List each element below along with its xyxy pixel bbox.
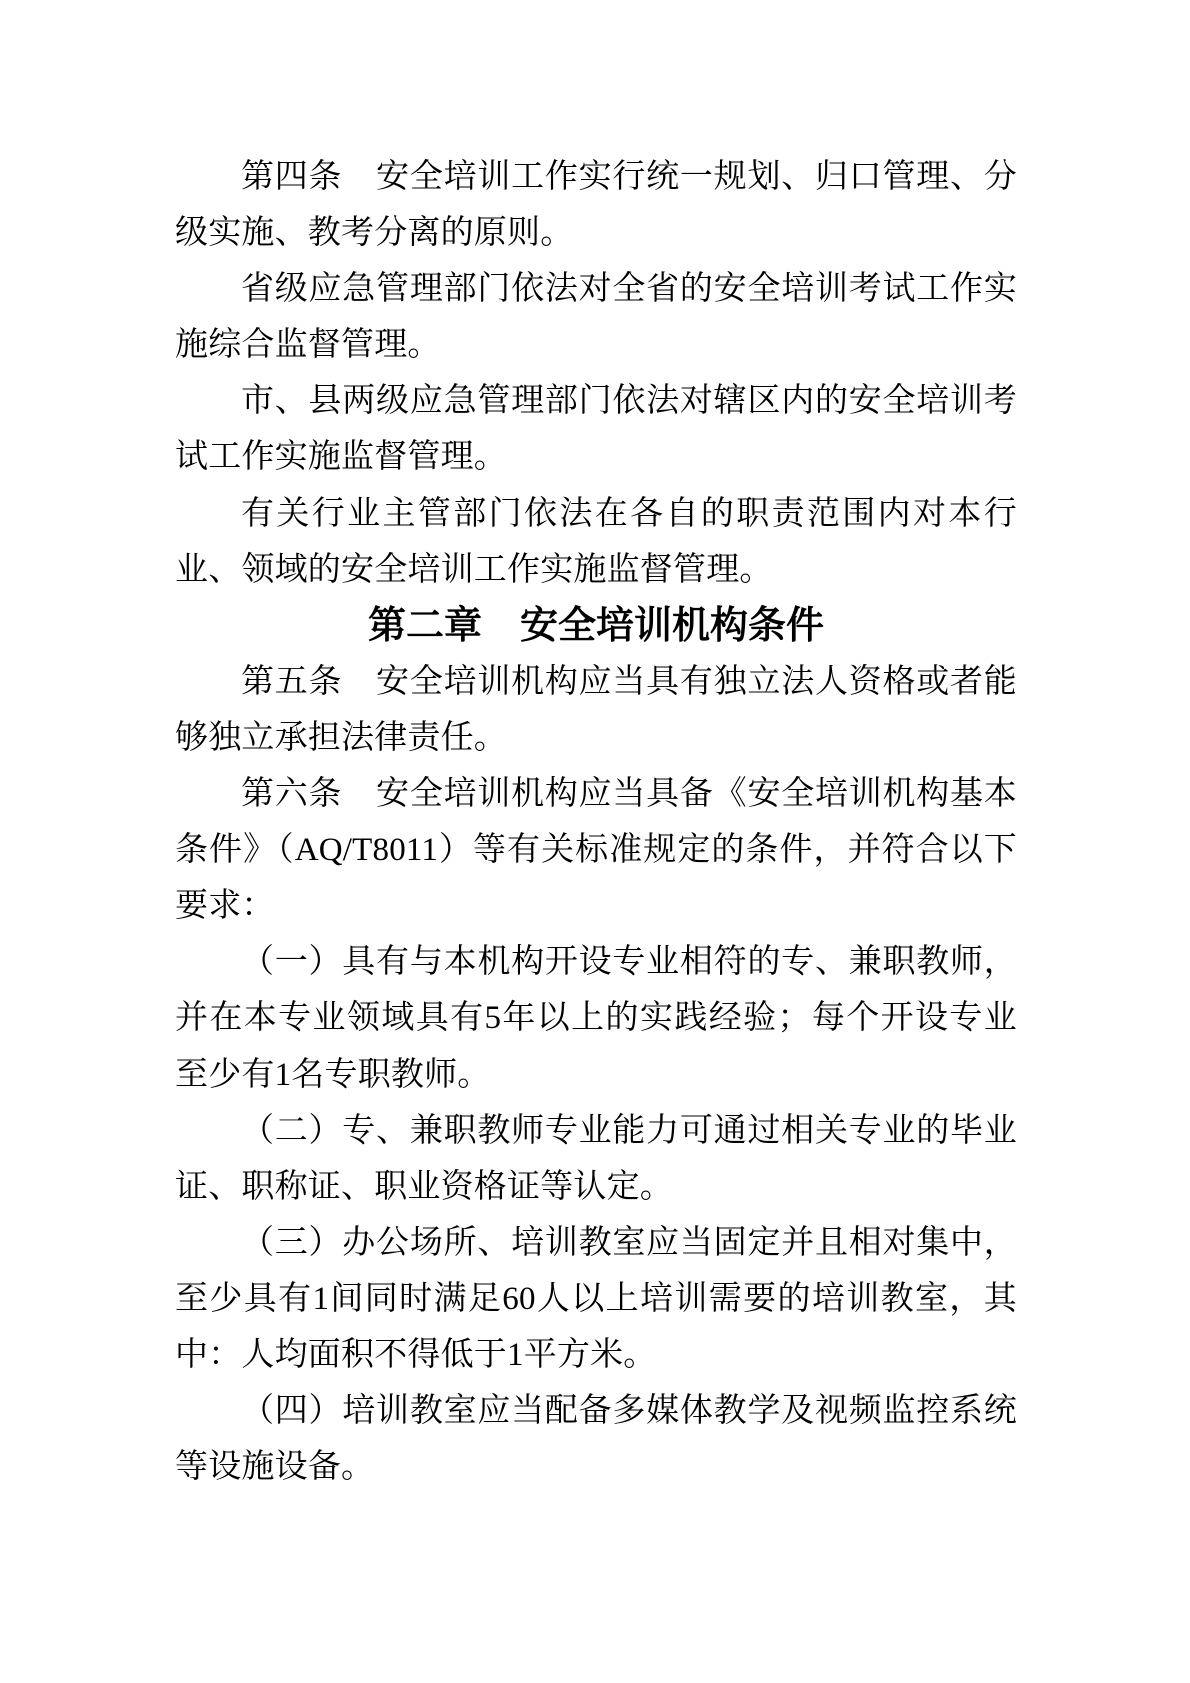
paragraph-item-3: （三）办公场所、培训教室应当固定并且相对集中，至少具有1间同时满足60人以上培训需要的培训教室，其中：人均面积不得低于1平方米。 [175,1224,1017,1373]
paragraph-article-4: 第四条 安全培训工作实行统一规划、归口管理、分级实施、教考分离的原则。 [175,159,1017,252]
paragraph-item-4: （四）培训教室应当配备多媒体教学及视频监控系统等设施设备。 [175,1393,1017,1486]
paragraph-city-county-supervision: 市、县两级应急管理部门依法对辖区内的安全培训考试工作实施监督管理。 [175,383,1017,476]
document-body [175,149,1017,1495]
paragraph-article-6: 第六条 安全培训机构应当具备《安全培训机构基本条件》（AQ/T8011）等有关标准规定的条件，并符合以下要求： [175,776,1017,925]
paragraph-industry-supervision: 有关行业主管部门依法在各自的职责范围内对本行业、领域的安全培训工作实施监督管理。 [175,495,1017,588]
paragraph-item-1: （一）具有与本机构开设专业相符的专、兼职教师，并在本专业领域具有5年以上的实践经验；每个开设专业至少有1名专职教师。 [175,944,1017,1093]
paragraph-provincial-supervision: 省级应急管理部门依法对全省的安全培训考试工作实施综合监督管理。 [175,271,1017,364]
paragraph-item-2: （二）专、兼职教师专业能力可通过相关专业的毕业证、职称证、职业资格证等认定。 [175,1112,1017,1205]
paragraph-article-5: 第五条 安全培训机构应当具有独立法人资格或者能够独立承担法律责任。 [175,663,1017,756]
chapter-2-heading: 第二章 安全培训机构条件 [367,604,824,647]
